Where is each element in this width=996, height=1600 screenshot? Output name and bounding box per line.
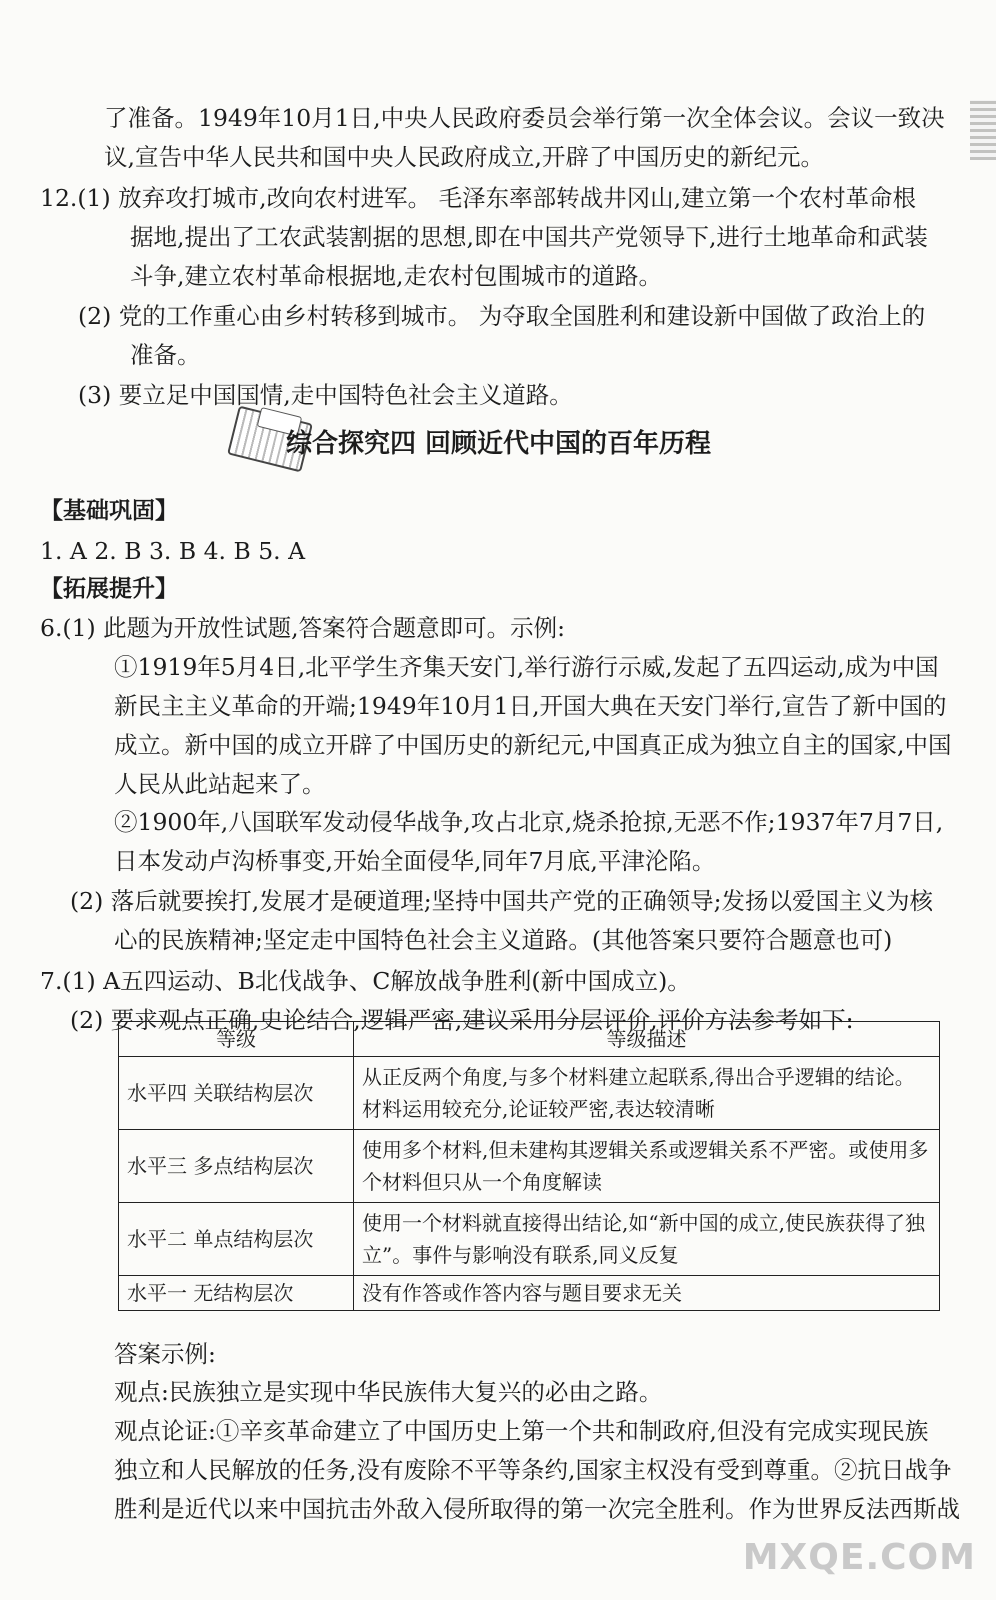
text-line: 准备。 bbox=[130, 341, 201, 369]
text-line: 12.(1) 放弃攻打城市,改向农村进军。 毛泽东率部转战井冈山,建立第一个农村革命根 bbox=[40, 184, 917, 212]
text-line: (2) 党的工作重心由乡村转移到城市。 为夺取全国胜利和建设新中国做了政治上的 bbox=[78, 302, 926, 330]
level-cell: 水平四 关联结构层次 bbox=[119, 1057, 354, 1130]
watermark-logo: MXQE.COM bbox=[742, 1537, 976, 1578]
text-line: 观点论证:①辛亥革命建立了中国历史上第一个共和制政府,但没有完成实现民族 bbox=[114, 1417, 929, 1445]
text-line: (3) 要立足中国国情,走中国特色社会主义道路。 bbox=[78, 381, 573, 409]
text-line: 议,宣告中华人民共和国中央人民政府成立,开辟了中国历史的新纪元。 bbox=[104, 143, 824, 171]
text-line: 胜利是近代以来中国抗击外敌入侵所取得的第一次完全胜利。作为世界反法西斯战 bbox=[114, 1495, 960, 1523]
desc-cell: 从正反两个角度,与多个材料建立起联系,得出合乎逻辑的结论。材料运用较充分,论证较严密,表达较清晰 bbox=[354, 1057, 940, 1130]
level-cell: 水平三 多点结构层次 bbox=[119, 1130, 354, 1203]
heading-basic: 【基础巩固】 bbox=[40, 498, 178, 524]
text-line: (2) 要求观点正确,史论结合,逻辑严密,建议采用分层评价,评价方法参考如下: bbox=[70, 1006, 854, 1034]
table-row bbox=[119, 1276, 940, 1311]
table-row bbox=[119, 1130, 940, 1203]
text-line: ①1919年5月4日,北平学生齐集天安门,举行游行示威,发起了五四运动,成为中国 bbox=[114, 653, 939, 681]
text-line: 了准备。1949年10月1日,中央人民政府委员会举行第一次全体会议。会议一致决 bbox=[104, 104, 945, 132]
table-row bbox=[119, 1057, 940, 1130]
desc-cell: 使用一个材料就直接得出结论,如“新中国的成立,使民族获得了独立”。事件与影响没有联系,同义反复 bbox=[354, 1203, 940, 1276]
table-row bbox=[119, 1203, 940, 1276]
text-line: 独立和人民解放的任务,没有废除不平等条约,国家主权没有受到尊重。②抗日战争 bbox=[114, 1456, 952, 1484]
text-line: 日本发动卢沟桥事变,开始全面侵华,同年7月底,平津沦陷。 bbox=[114, 847, 716, 875]
text-line: 答案示例: bbox=[114, 1340, 216, 1368]
text-line: 1. A 2. B 3. B 4. B 5. A bbox=[40, 537, 306, 565]
desc-cell: 使用多个材料,但未建构其逻辑关系或逻辑关系不严密。或使用多个材料但只从一个角度解读 bbox=[354, 1130, 940, 1203]
table-header-level: 等级 bbox=[119, 1022, 354, 1057]
text-line: 斗争,建立农村革命根据地,走农村包围城市的道路。 bbox=[130, 262, 662, 290]
evaluation-table bbox=[118, 1021, 940, 1311]
text-line: 心的民族精神;坚定走中国特色社会主义道路。(其他答案只要符合题意也可) bbox=[114, 926, 893, 954]
heading-extend: 【拓展提升】 bbox=[40, 576, 178, 602]
level-cell: 水平一 无结构层次 bbox=[119, 1276, 354, 1311]
section-title: 综合探究四 回顾近代中国的百年历程 bbox=[286, 429, 712, 459]
desc-cell: 没有作答或作答内容与题目要求无关 bbox=[354, 1276, 940, 1311]
page-edge-tab bbox=[970, 100, 996, 160]
text-line: 观点:民族独立是实现中华民族伟大复兴的必由之路。 bbox=[114, 1378, 663, 1406]
text-line: ②1900年,八国联军发动侵华战争,攻占北京,烧杀抢掠,无恶不作;1937年7月7日, bbox=[114, 808, 944, 836]
level-cell: 水平二 单点结构层次 bbox=[119, 1203, 354, 1276]
text-line: 6.(1) 此题为开放性试题,答案符合题意即可。示例: bbox=[40, 614, 566, 642]
text-line: (2) 落后就要挨打,发展才是硬道理;坚持中国共产党的正确领导;发扬以爱国主义为核 bbox=[70, 887, 934, 915]
text-line: 据地,提出了工农武装割据的思想,即在中国共产党领导下,进行土地革命和武装 bbox=[130, 223, 928, 251]
text-line: 新民主主义革命的开端;1949年10月1日,开国大典在天安门举行,宣告了新中国的 bbox=[114, 692, 947, 720]
table-header-desc: 等级描述 bbox=[354, 1022, 940, 1057]
text-line: 7.(1) A五四运动、B北伐战争、C解放战争胜利(新中国成立)。 bbox=[40, 967, 691, 995]
text-line: 人民从此站起来了。 bbox=[114, 770, 326, 798]
text-line: 成立。新中国的成立开辟了中国历史的新纪元,中国真正成为独立自主的国家,中国 bbox=[114, 731, 952, 759]
